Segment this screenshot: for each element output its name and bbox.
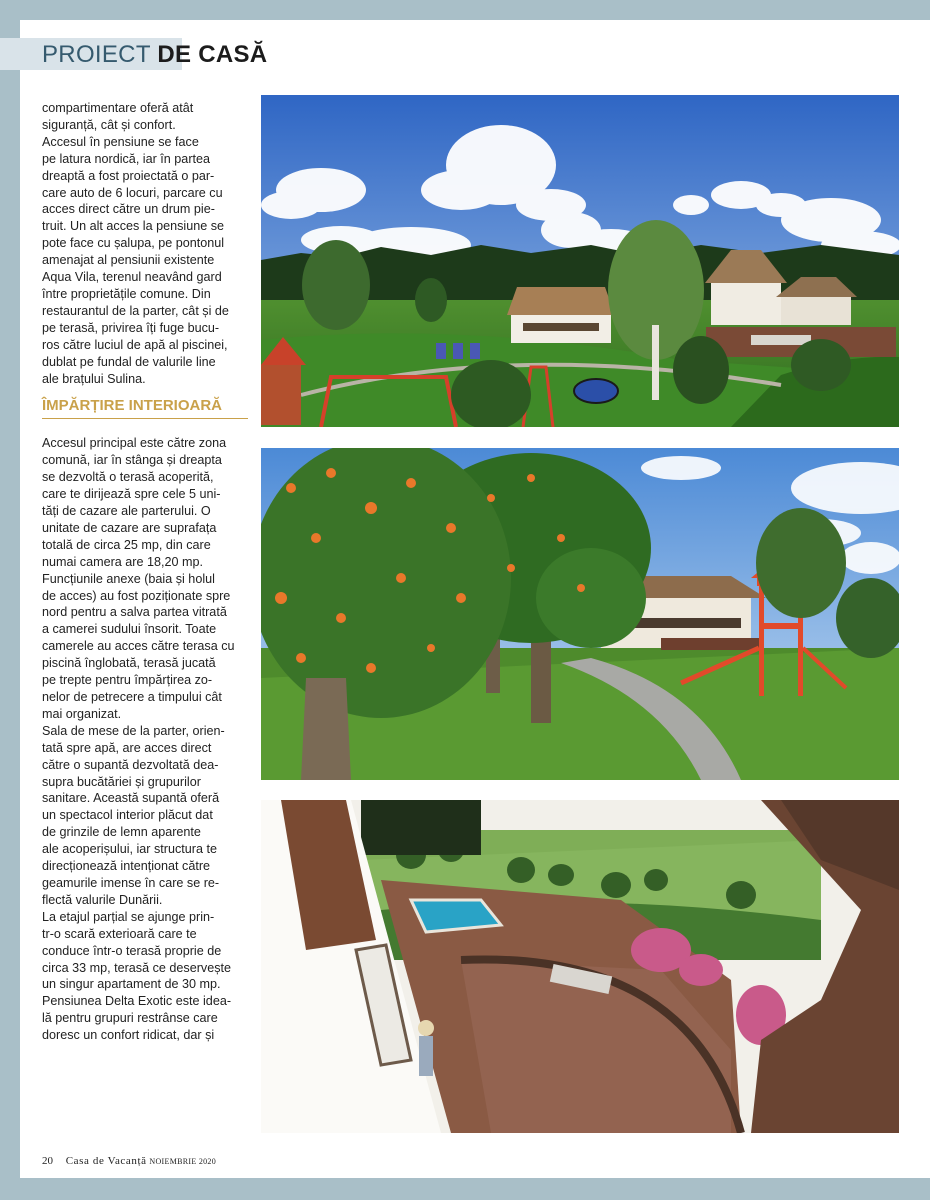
- page-number: 20: [42, 1155, 53, 1167]
- magazine-title: Casa de Vacanță: [65, 1155, 147, 1167]
- section-header: [42, 41, 267, 69]
- header-proiect: PROIECT: [42, 41, 151, 68]
- article-text-column: [42, 100, 248, 1044]
- paragraph-dining-hall: Sala de mese de la parter, orien- tată spre apă, are acces direct către o supantă dezvoltată dea- supra bucătăriei și grupurilor sanitare. Această supantă oferă un spectacol interior plăcut dat de grinzile de lemn aparente ale acoperișului, iar structura te direcționează intenționat către geamurile imense în care se re- flectă valurile Dunării.: [42, 723, 225, 907]
- photo-guesthouse-garden: [261, 95, 899, 427]
- paragraph-upper-floor: La etajul parțial se ajunge prin- tr-o scară exterioară care te conduce într-o terasă proprie de circa 33 mp, terasă ce deservește un singur apartament de 30 mp. Pensiunea Delta Exotic este idea- lă pentru grupuri restrânse care doresc un confort ridicat, dar și: [42, 909, 232, 1043]
- page-footer: [42, 1155, 216, 1167]
- paragraph-access: compartimentare oferă atât siguranță, cât și confort. Accesul în pensiune se face pe latura nordică, iar în partea dreaptă a fost proiectată o par- care auto de 6 locuri, parcare cu acces direct către un drum pie- truit. Un alt acces la pensiune se pote face cu șalupa, pe pontonul amenajat al pensiunii existente Aqua Vila, terenul neavând gard între proprietățile comune. Din restaurantul de la parter, cât și de pe terasă, privirea îți fuge bucu- ros către luciul de apă al piscinei, dublat pe fundal de valurile line ale brațului Sulina.: [42, 101, 229, 386]
- photo-orchard-playground: [261, 448, 899, 780]
- subheading-interior: ÎMPĂRȚIRE INTERIOARĂ: [42, 397, 248, 419]
- paragraph-main-access: Accesul principal este către zona comună, iar în stânga și dreapta se dezvoltă o terasă acoperită, care te dirijează spre cele 5 uni- tăți de cazare ale parterului. O unitate de cazare are suprafața totală de circa 25 mp, din care numai camera are 18,20 mp. Funcțiunile anexe (baia și holul de acces) au fost poziționate spre nord pentru a salva partea vitrată a camerei sudului însorit. Toate camerele au acces către terasa cu piscină înglobată, terasă jucată pe trepte pentru împărțirea zo- nelor de petrecere a timpului cât mai organizat.: [42, 436, 235, 721]
- header-de-casa: DE CASĂ: [157, 41, 268, 68]
- photo-pool-terrace: [261, 800, 899, 1133]
- issue-date: NOIEMBRIE 2020: [149, 1157, 217, 1166]
